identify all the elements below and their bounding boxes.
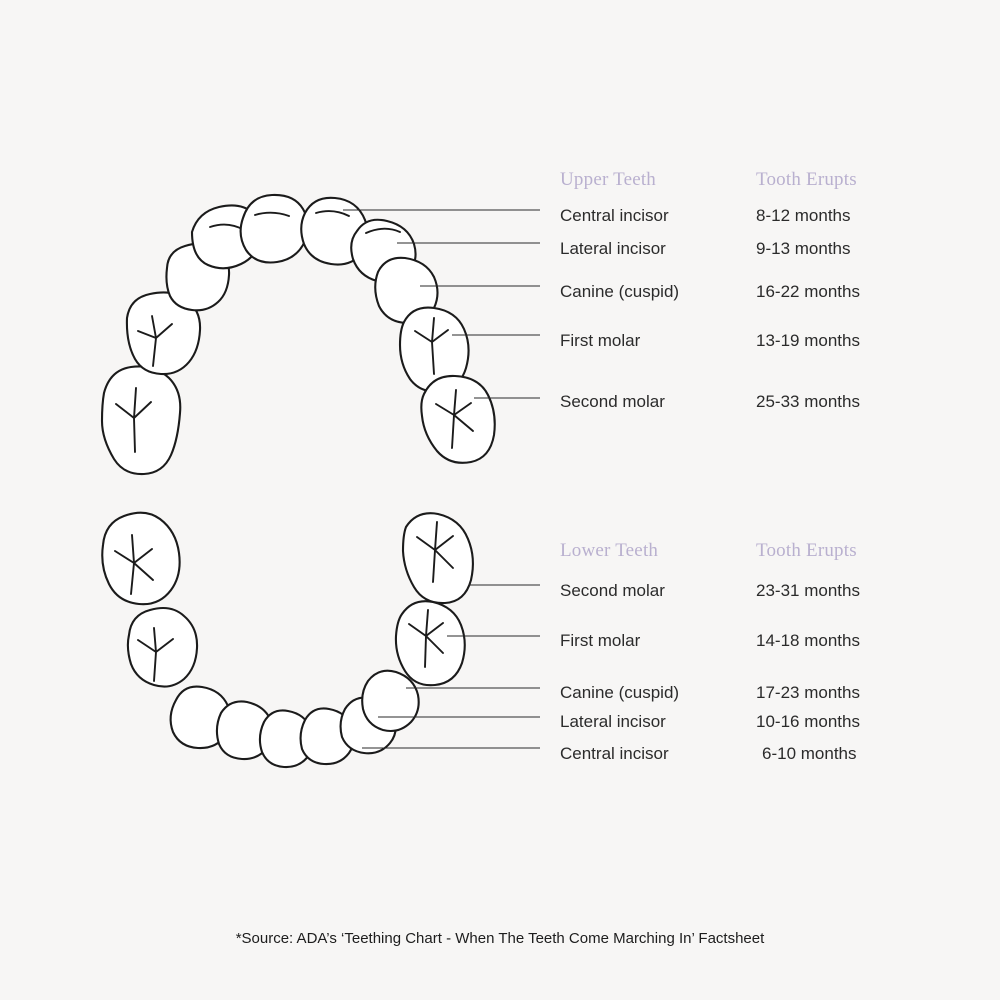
lower-row-2-value: 17-23 months	[756, 683, 860, 702]
tooth-upper-right-canine	[375, 258, 437, 323]
tooth-upper-right-first-molar	[400, 308, 469, 392]
tooth-lower-left-second-molar	[102, 513, 179, 605]
tooth-lower-right-first-molar	[396, 601, 465, 685]
tooth-upper-left-canine	[166, 244, 229, 311]
upper-row-0-label: Central incisor	[560, 206, 669, 225]
upper-row-4-label: Second molar	[560, 392, 665, 411]
tooth-upper-right-central-incisor	[301, 198, 368, 265]
lower-header-label: Lower Teeth	[560, 540, 659, 561]
tooth-upper-left-lateral-incisor	[192, 205, 261, 268]
upper-row-4-value: 25-33 months	[756, 392, 860, 411]
lower-row-2-label: Canine (cuspid)	[560, 683, 680, 702]
upper-row-1-value: 9-13 months	[756, 239, 851, 258]
lower-row-4-value: 6-10 months	[762, 744, 857, 763]
tooth-upper-right-second-molar	[421, 376, 494, 463]
upper-header-label: Upper Teeth	[560, 169, 657, 190]
tooth-lower-right-second-molar	[403, 513, 473, 603]
tooth-upper-right-lateral-incisor	[351, 220, 415, 283]
upper-row-3-value: 13-19 months	[756, 331, 860, 350]
lower-row-1-label: First molar	[560, 631, 641, 650]
tooth-lower-left-canine	[171, 687, 231, 749]
tooth-upper-left-second-molar	[102, 366, 180, 474]
upper-row-3-label: First molar	[560, 331, 641, 350]
lower-row-1-value: 14-18 months	[756, 631, 860, 650]
lower-row-3-value: 10-16 months	[756, 712, 860, 731]
upper-row-1-label: Lateral incisor	[560, 239, 666, 258]
lower-leader-lines	[362, 585, 540, 748]
lower-row-0-label: Second molar	[560, 581, 665, 600]
lower-header-value: Tooth Erupts	[756, 540, 857, 561]
lower-row-3-label: Lateral incisor	[560, 712, 666, 731]
lower-row-4-label: Central incisor	[560, 744, 669, 763]
upper-leader-lines	[343, 210, 540, 398]
tooth-lower-left-central-incisor	[260, 710, 313, 767]
upper-row-2-label: Canine (cuspid)	[560, 282, 680, 301]
tooth-lower-left-first-molar	[128, 608, 197, 687]
tooth-lower-right-canine	[362, 671, 419, 731]
tooth-lower-left-lateral-incisor	[217, 701, 273, 759]
lower-row-0-value: 23-31 months	[756, 581, 860, 600]
upper-row-2-value: 16-22 months	[756, 282, 860, 301]
upper-row-0-value: 8-12 months	[756, 206, 851, 225]
lower-arch	[102, 513, 540, 767]
tooth-lower-right-lateral-incisor	[341, 697, 396, 753]
upper-arch	[102, 195, 540, 474]
tooth-lower-right-central-incisor	[301, 708, 354, 764]
tooth-upper-left-central-incisor	[241, 195, 308, 263]
source-footnote: *Source: ADA’s ‘Teething Chart - When The Teeth Come Marching In’ Factsheet	[235, 930, 765, 947]
tooth-upper-left-first-molar	[127, 292, 200, 374]
upper-header-value: Tooth Erupts	[756, 169, 857, 190]
